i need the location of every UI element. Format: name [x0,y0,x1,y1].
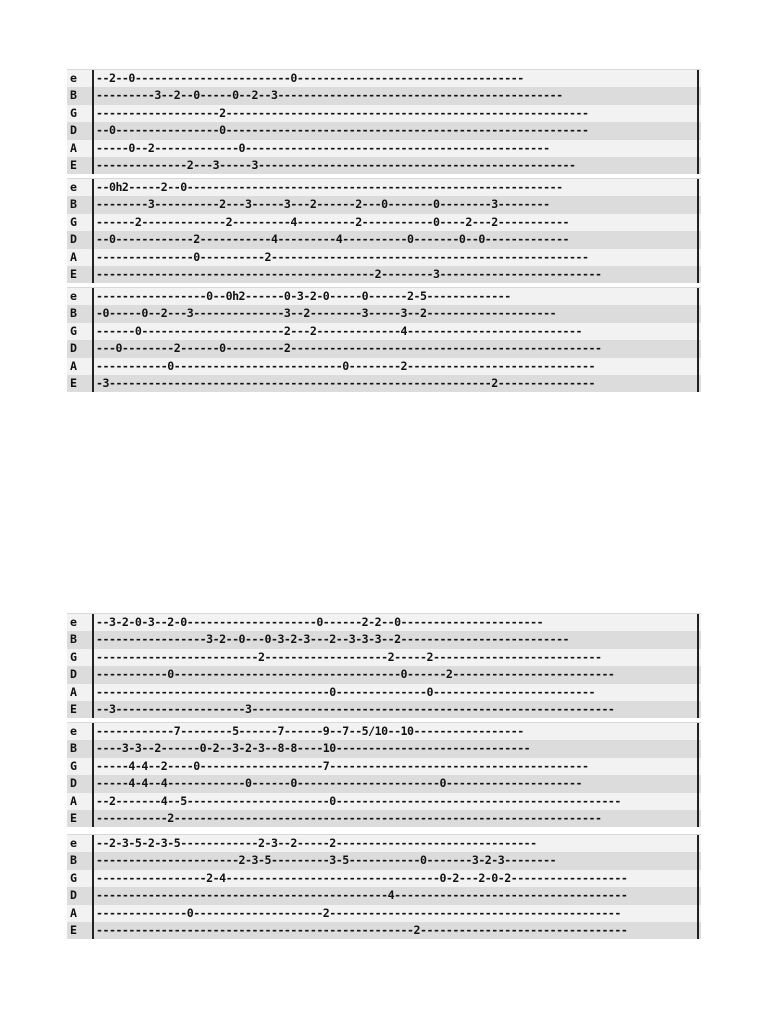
start-barline [92,87,94,104]
string-label: B [70,306,77,321]
tab-notes: ----3-3--2------0-2--3-2-3--8-8----10------------------------------ [96,741,531,756]
tab-notes: ---0--------2------0---------2------------------------------------------------ [96,341,602,356]
tab-line [67,887,701,904]
tab-line [67,179,701,196]
tab-notes: -----------0--------------------------0--------2----------------------------- [96,358,595,373]
tab-notes: ------------------------------------0--------------0------------------------- [96,684,595,699]
start-barline [92,340,94,357]
tab-notes: -----4-4--2----0-------------------7---------------------------------------- [96,758,589,773]
tab-line [67,905,701,922]
end-barline [697,214,699,231]
tab-notes: --0h2-----2--0---------------------------------------------------------- [96,180,563,194]
tab-line [67,157,701,174]
start-barline [92,70,94,87]
end-barline [697,835,699,852]
tab-notes: ------2-------------2---------4---------2-----------0----2---2----------- [96,214,570,229]
end-barline [697,870,699,887]
start-barline [92,666,94,683]
end-barline [697,810,699,827]
end-barline [697,340,699,357]
end-barline [697,758,699,775]
tab-notes: --2-------4--5----------------------0-------------------------------------------- [96,793,621,808]
tab-notes: -----------------2-4---------------------------------0-2---2-0-2------------------ [96,870,628,885]
end-barline [697,231,699,248]
start-barline [92,358,94,375]
end-barline [697,196,699,213]
tab-notes: --------------2---3-----3------------------------------------------------- [96,157,576,172]
start-barline [92,870,94,887]
end-barline [697,87,699,104]
tab-line [67,701,701,718]
string-label: D [70,776,77,791]
tab-notes: -0-----0--2---3--------------3--2--------3-----3--2-------------------- [96,306,557,321]
tab-line [67,214,701,231]
tab-line [67,631,701,648]
tab-notes: ------------7--------5------7------9--7--5/10--10----------------- [96,724,524,738]
tab-line [67,122,701,139]
string-label: B [70,632,77,647]
tab-notes: -------------------------------------------2--------3------------------------- [96,266,602,281]
tab-line [67,775,701,792]
tab-system-3 [67,287,701,392]
end-barline [697,922,699,939]
tab-line [67,793,701,810]
end-barline [697,70,699,87]
tab-line [67,231,701,248]
tab-notes: --0----------------0-------------------------------------------------------- [96,123,589,138]
end-barline [697,649,699,666]
end-barline [697,266,699,283]
tab-notes: --0------------2-----------4---------4----------0-------0--0------------- [96,232,570,247]
end-barline [697,179,699,196]
string-label: A [70,905,77,920]
string-label: D [70,888,77,903]
string-label: G [70,214,77,229]
string-label: e [70,615,77,629]
start-barline [92,852,94,869]
end-barline [697,105,699,122]
tab-notes: --2-3-5-2-3-5------------2-3--2-----2------------------------------- [96,836,537,850]
start-barline [92,122,94,139]
end-barline [697,701,699,718]
end-barline [697,157,699,174]
tab-line [67,87,701,104]
tab-notes: -----0--2-------------0----------------------------------------------- [96,140,550,155]
tab-line [67,614,701,631]
string-label: E [70,810,77,825]
tab-line [67,835,701,852]
tab-line [67,70,701,87]
end-barline [697,723,699,740]
string-label: B [70,197,77,212]
string-label: E [70,157,77,172]
tab-notes: ---------3--2--0-----0--2--3-------------------------------------------- [96,88,563,103]
tab-notes: --3-2-0-3--2-0--------------------0------2-2--0---------------------- [96,615,544,629]
start-barline [92,157,94,174]
tab-line [67,105,701,122]
string-label: B [70,853,77,868]
string-label: G [70,758,77,773]
tab-system-5 [67,722,701,827]
string-label: A [70,140,77,155]
tab-line [67,740,701,757]
end-barline [697,793,699,810]
tab-line [67,758,701,775]
end-barline [697,666,699,683]
start-barline [92,905,94,922]
start-barline [92,249,94,266]
tab-line [67,323,701,340]
start-barline [92,631,94,648]
tab-line [67,196,701,213]
string-label: e [70,71,77,85]
end-barline [697,375,699,392]
tab-notes: --3--------------------3-------------------------------------------------------- [96,701,615,716]
start-barline [92,323,94,340]
tab-line [67,266,701,283]
end-barline [697,684,699,701]
tab-line [67,852,701,869]
tab-line [67,666,701,683]
end-barline [697,122,699,139]
start-barline [92,701,94,718]
start-barline [92,231,94,248]
tab-notes: -----------0-----------------------------------0------2------------------------- [96,667,615,682]
string-label: D [70,667,77,682]
start-barline [92,758,94,775]
end-barline [697,305,699,322]
end-barline [697,852,699,869]
start-barline [92,684,94,701]
end-barline [697,740,699,757]
start-barline [92,740,94,757]
start-barline [92,214,94,231]
tab-line [67,723,701,740]
end-barline [697,631,699,648]
start-barline [92,266,94,283]
string-label: e [70,289,77,303]
tab-notes: -----------------0--0h2------0-3-2-0-----0------2-5------------- [96,289,511,303]
string-label: A [70,684,77,699]
start-barline [92,775,94,792]
start-barline [92,375,94,392]
string-label: A [70,358,77,373]
start-barline [92,288,94,305]
tab-line [67,305,701,322]
string-label: D [70,123,77,138]
tab-notes: --------------0--------------------2--------------------------------------------- [96,905,621,920]
end-barline [697,288,699,305]
tab-notes: -------------------2-------------------------------------------------------- [96,105,589,120]
tab-notes: -3-----------------------------------------------------------2--------------- [96,375,595,390]
start-barline [92,922,94,939]
string-label: e [70,724,77,738]
tab-system-2 [67,178,701,283]
start-barline [92,305,94,322]
string-label: E [70,266,77,281]
tab-notes: ---------------0----------2------------------------------------------------- [96,249,589,264]
tab-line [67,870,701,887]
tab-notes: -----4-4--4------------0------0----------------------0--------------------- [96,776,583,791]
start-barline [92,793,94,810]
tab-system-1 [67,69,701,174]
tab-notes: -------------------------------------------------2-------------------------------- [96,922,628,937]
tab-system-6 [67,834,701,939]
string-label: E [70,701,77,716]
start-barline [92,723,94,740]
tab-notes: -------------------------2-------------------2-----2-------------------------- [96,649,602,664]
start-barline [92,179,94,196]
string-label: E [70,375,77,390]
string-label: B [70,741,77,756]
end-barline [697,323,699,340]
end-barline [697,140,699,157]
start-barline [92,105,94,122]
start-barline [92,887,94,904]
tab-line [67,810,701,827]
tab-line [67,375,701,392]
tab-notes: -----------2------------------------------------------------------------------ [96,810,602,825]
tab-notes: --------3----------2---3-----3---2------2---0-------0--------3-------- [96,197,550,212]
string-label: e [70,836,77,850]
tab-line [67,140,701,157]
end-barline [697,905,699,922]
string-label: D [70,232,77,247]
string-label: G [70,649,77,664]
tab-line [67,649,701,666]
end-barline [697,887,699,904]
start-barline [92,835,94,852]
start-barline [92,810,94,827]
tab-line [67,340,701,357]
tab-notes: --2--0------------------------0----------------------------------- [96,71,524,85]
string-label: E [70,922,77,937]
string-label: e [70,180,77,194]
tab-line [67,288,701,305]
tab-system-4 [67,613,701,718]
tab-line [67,249,701,266]
tab-line [67,922,701,939]
start-barline [92,649,94,666]
end-barline [697,614,699,631]
end-barline [697,358,699,375]
string-label: D [70,341,77,356]
tab-line [67,358,701,375]
end-barline [697,249,699,266]
tab-notes: -----------------3-2--0---0-3-2-3---2--3-3-3--2-------------------------- [96,632,570,647]
string-label: A [70,249,77,264]
start-barline [92,196,94,213]
end-barline [697,775,699,792]
string-label: G [70,105,77,120]
string-label: A [70,793,77,808]
tab-notes: ----------------------2-3-5---------3-5-----------0-------3-2-3-------- [96,853,557,868]
start-barline [92,614,94,631]
start-barline [92,140,94,157]
tab-notes: ---------------------------------------------4------------------------------------ [96,888,628,903]
string-label: B [70,88,77,103]
tab-notes: ------0----------------------2---2-------------4--------------------------- [96,323,583,338]
tab-line [67,684,701,701]
string-label: G [70,323,77,338]
string-label: G [70,870,77,885]
